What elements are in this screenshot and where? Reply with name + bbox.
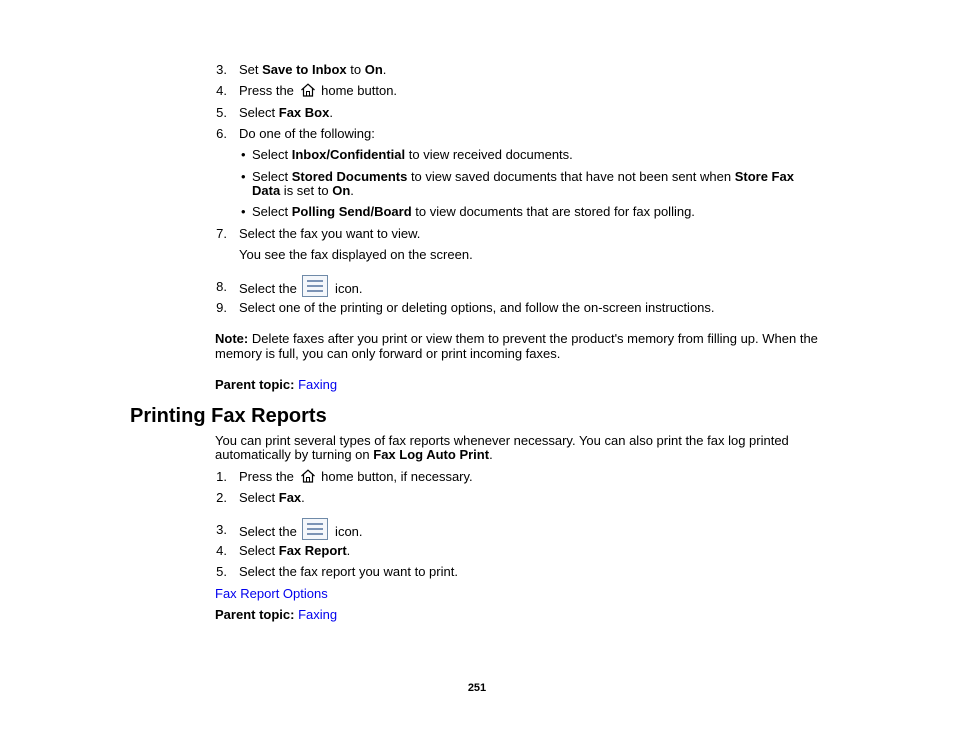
- step-subtext: You see the fax displayed on the screen.: [239, 247, 473, 262]
- step-text: Press the home button.: [239, 83, 398, 98]
- step-text: Select the fax you want to view.: [239, 226, 421, 241]
- menu-icon: [302, 275, 328, 297]
- step-text: Select the icon.: [239, 518, 363, 543]
- bullet-marker: •: [241, 147, 246, 162]
- step-text: Select Fax Report.: [239, 543, 351, 558]
- step-text: Select the fax report you want to print.: [239, 564, 458, 579]
- bullet-text-continued: Data is set to On.: [252, 183, 354, 198]
- step-text: Select Fax.: [239, 490, 305, 505]
- step-number: 7.: [216, 226, 227, 241]
- bullet-text: Select Polling Send/Board to view documents that are stored for fax polling.: [252, 204, 695, 219]
- intro-text-continued: automatically by turning on Fax Log Auto Print.: [215, 447, 493, 462]
- step-number: 2.: [216, 490, 227, 505]
- bullet-text: Select Inbox/Confidential to view received documents.: [252, 147, 573, 162]
- bullet-marker: •: [241, 169, 246, 184]
- step-text: Select one of the printing or deleting options, and follow the on-screen instructions.: [239, 300, 715, 315]
- fax-report-options-link[interactable]: Fax Report Options: [215, 586, 328, 601]
- step-text: Press the home button, if necessary.: [239, 469, 473, 484]
- home-icon: [300, 83, 316, 97]
- step-text: Do one of the following:: [239, 126, 375, 141]
- parent-topic: Parent topic: Faxing: [215, 377, 338, 392]
- step-number: 8.: [216, 279, 227, 294]
- menu-icon: [302, 518, 328, 540]
- step-text: Select the icon.: [239, 275, 363, 300]
- step-text: Set Save to Inbox to On.: [239, 62, 387, 77]
- bullet-text: Select Stored Documents to view saved documents that have not been sent when Store Fax: [252, 169, 794, 184]
- section-heading: Printing Fax Reports: [130, 405, 327, 427]
- intro-text: You can print several types of fax reports whenever necessary. You can also print the fax log printed: [215, 433, 789, 448]
- step-number: 6.: [216, 126, 227, 141]
- step-number: 9.: [216, 300, 227, 315]
- note-continued: memory is full, you can only forward or print incoming faxes.: [215, 346, 561, 361]
- step-number: 4.: [216, 543, 227, 558]
- parent-topic-link[interactable]: Faxing: [298, 607, 338, 622]
- step-number: 1.: [216, 469, 227, 484]
- step-text: Select Fax Box.: [239, 105, 333, 120]
- step-number: 4.: [216, 83, 227, 98]
- step-number: 3.: [216, 62, 227, 77]
- home-icon: [300, 469, 316, 483]
- page-number: 251: [467, 682, 487, 694]
- step-number: 5.: [216, 105, 227, 120]
- note: Note: Delete faxes after you print or view them to prevent the product's memory from filling up. When the: [215, 331, 818, 346]
- parent-topic: Parent topic: Faxing: [215, 607, 338, 622]
- bullet-marker: •: [241, 204, 246, 219]
- step-number: 5.: [216, 564, 227, 579]
- step-number: 3.: [216, 522, 227, 537]
- parent-topic-link[interactable]: Faxing: [298, 377, 338, 392]
